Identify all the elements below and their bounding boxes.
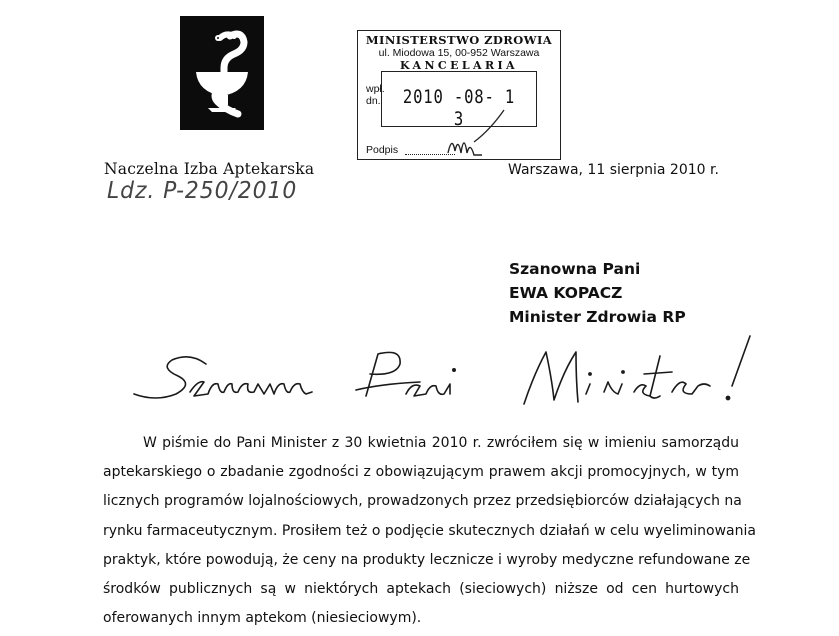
stamp-received-label-2: dn. bbox=[366, 95, 381, 107]
body-line: oferowanych innym aptekom (niesieciowym). bbox=[103, 610, 422, 627]
stamp-received-label-1: wpł. bbox=[366, 83, 385, 95]
handwritten-salutation bbox=[120, 330, 760, 425]
recipient-salutation: Szanowna Pani bbox=[509, 260, 641, 278]
bowl-of-hygieia-icon bbox=[180, 16, 264, 130]
body-line: praktyk, które powodują, że ceny na produkty lecznicze i wyroby medyczne refundowane ze bbox=[103, 551, 751, 568]
place-and-date: Warszawa, 11 sierpnia 2010 r. bbox=[508, 162, 719, 178]
registry-stamp bbox=[357, 30, 561, 160]
body-line: W piśmie do Pani Minister z 30 kwietnia 2010 r. zwróciłem się w imieniu samorządu bbox=[143, 435, 739, 451]
stamp-office: KANCELARIA bbox=[400, 59, 518, 72]
stamp-date: 2010 -08- 1 3 bbox=[402, 86, 516, 130]
recipient-name: EWA KOPACZ bbox=[509, 284, 623, 302]
body-line: licznych programów lojalnościowych, prowadzonych przez przedsiębiorców działających na bbox=[103, 493, 742, 510]
body-line: rynku farmaceutycznym. Prosiłem też o podjęcie skutecznych działań w celu wyeliminowania bbox=[103, 522, 756, 539]
body-line: środków publicznych są w niektórych aptekach (sieciowych) niższe od cen hurtowych bbox=[103, 580, 739, 597]
recipient-title: Minister Zdrowia RP bbox=[509, 308, 686, 326]
letter-body bbox=[103, 429, 756, 633]
stamp-date-box bbox=[381, 71, 537, 130]
stamp-ministry: MINISTERSTWO ZDROWIA bbox=[365, 33, 553, 47]
organization-name: Naczelna Izba Aptekarska bbox=[104, 160, 315, 178]
reference-number: Ldz. P-250/2010 bbox=[107, 178, 298, 204]
stamp-signature-scribble bbox=[446, 131, 486, 161]
stamp-signature-label: Podpis bbox=[366, 144, 399, 156]
stamp-address: ul. Miodowa 15, 00-952 Warszawa bbox=[378, 47, 540, 59]
body-line: aptekarskiego o zbadanie zgodności z obowiązującym prawem akcji promocyjnych, w tym bbox=[103, 464, 739, 481]
